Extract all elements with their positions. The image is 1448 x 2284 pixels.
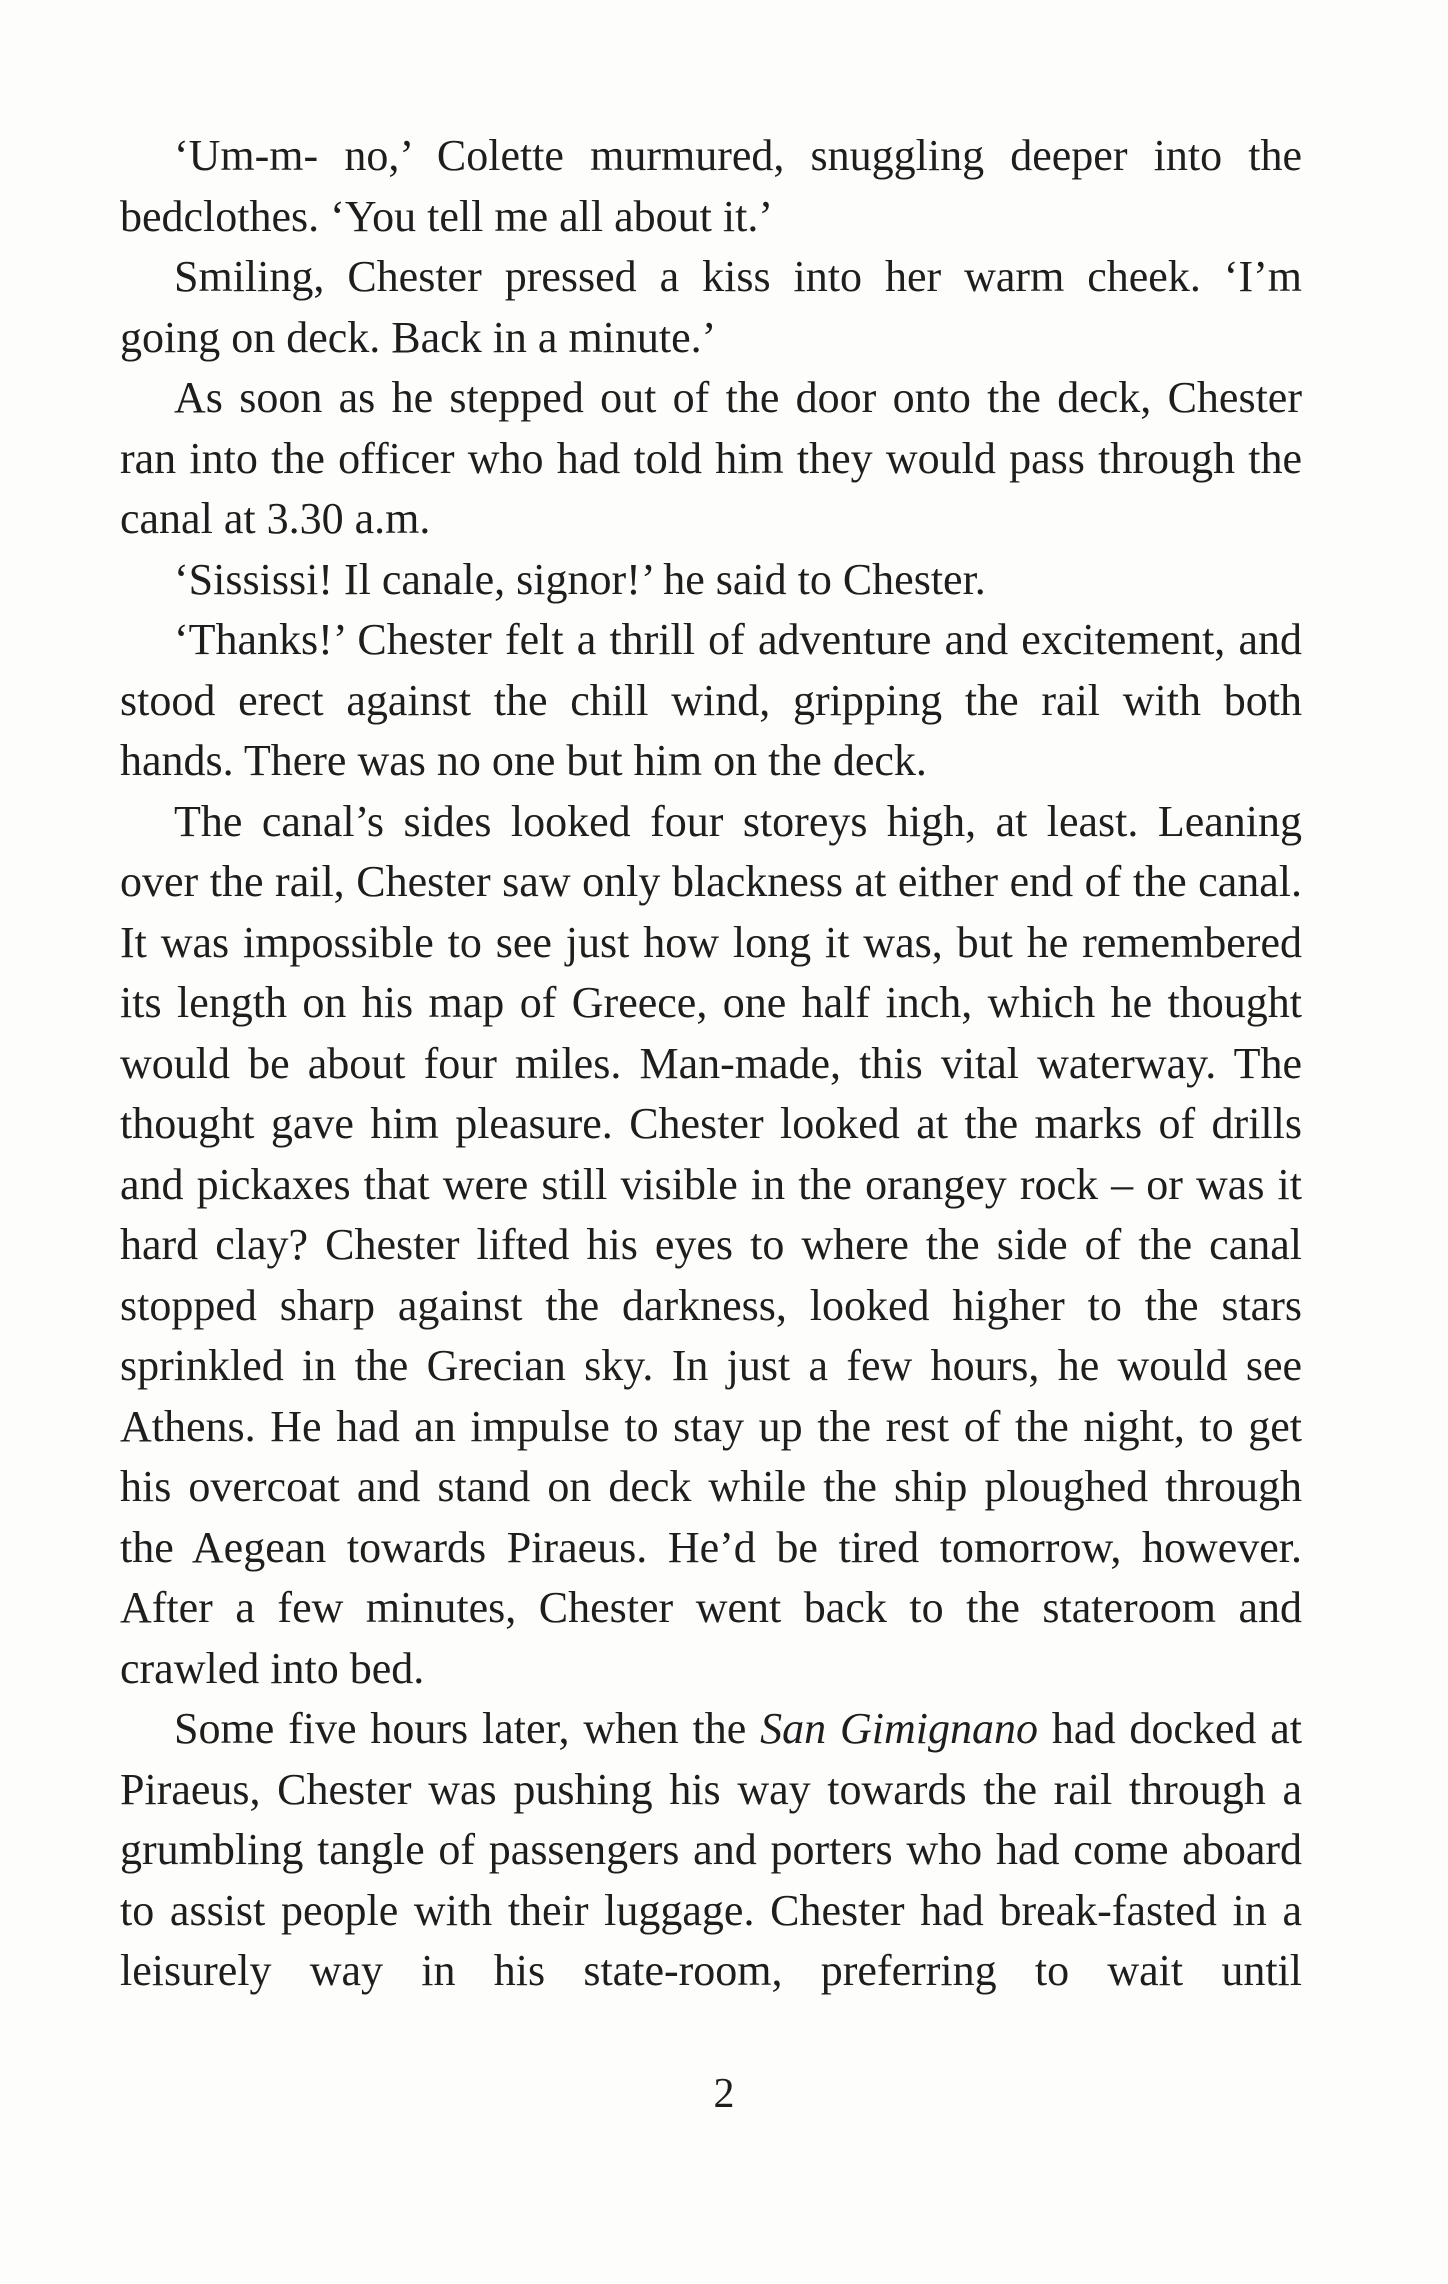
- paragraph-2: Smiling, Chester pressed a kiss into her warm cheek. ‘I’m going on deck. Back in a minute.’: [120, 252, 1302, 362]
- paragraph-3: As soon as he stepped out of the door onto the deck, Chester ran into the officer who had told him they would pass through the canal at 3.30 a.m.: [120, 373, 1302, 543]
- paragraph-5: ‘Thanks!’ Chester felt a thrill of adventure and excitement, and stood erect against the chill wind, gripping the rail with both hands. There was no one but him on the deck.: [120, 615, 1302, 785]
- paragraph-7-end: had docked at Piraeus, Chester was pushing his way towards the rail through a grumbling tangle of passengers and porters who had come aboard to assist people with their luggage. Chester had break-fasted in a leisurely way in his state-room, preferring to wait until: [120, 1704, 1303, 1995]
- paragraph-6: The canal’s sides looked four storeys high, at least. Leaning over the rail, Chester saw only blackness at either end of the canal. It was impossible to see just how long it was, but he remembered its length on his map of Greece, one half inch, which he thought would be about four miles. Man-made, this vital waterway. The thought gave him pleasure. Chester looked at the marks of drills and pickaxes that were still visible in the orangey rock – or was it hard clay? Chester lifted his eyes to where the side of the canal stopped sharp against the darkness, looked higher to the stars sprinkled in the Grecian sky. In just a few hours, he would see Athens. He had an impulse to stay up the rest of the night, to get his overcoat and stand on deck while the ship ploughed through the Aegean towards Piraeus. He’d be tired tomorrow, however. After a few minutes, Chester went back to the stateroom and crawled into bed.: [120, 796, 1302, 1693]
- paragraph-1: ‘Um-m- no,’ Colette murmured, snuggling deeper into the bedclothes. ‘You tell me all about it.’: [120, 131, 1302, 241]
- paragraph-4: ‘Sississi! Il canale, signor!’ he said to Chester.: [174, 554, 986, 604]
- page-number: 2: [713, 2071, 735, 2117]
- paragraph-7: [120, 1699, 1302, 2002]
- body-text: [120, 126, 1302, 2002]
- paragraph-7-start: Some five hours later, when the: [174, 1704, 761, 1753]
- ship-name: San Gimignano: [760, 1704, 1039, 1753]
